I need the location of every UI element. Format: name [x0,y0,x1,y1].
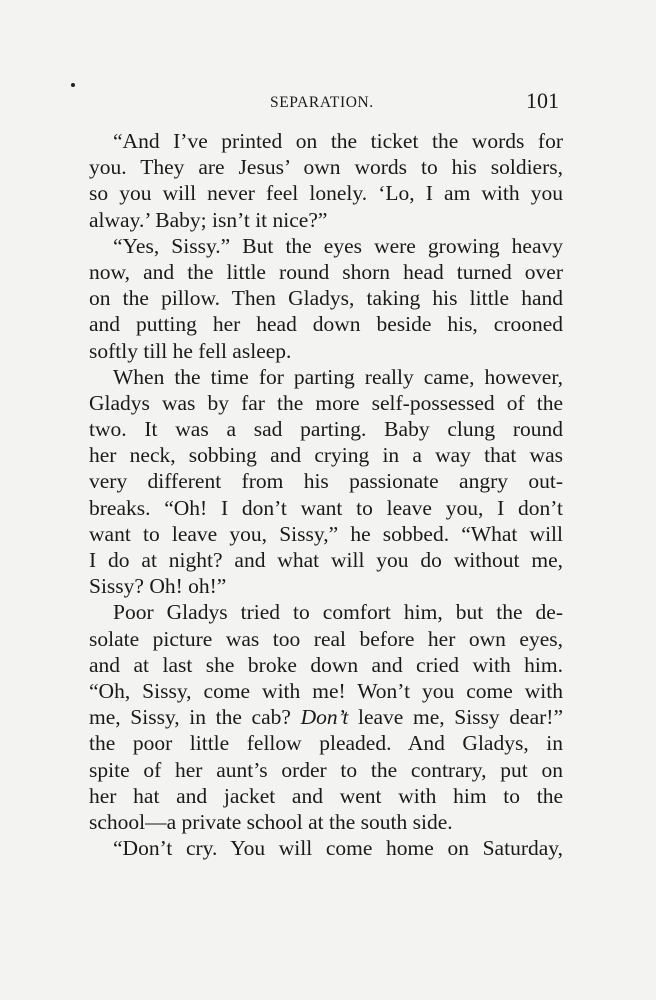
text-line: school—a private school at the south side. [89,809,453,834]
text-line: so you will never feel lonely. ‘Lo, I am with you [89,181,563,206]
text-line: “And I’ve printed on the ticket the words for [113,129,563,153]
italic-word: Don’t [300,705,349,730]
text-segment: leave me, Sissy dear!” [348,705,563,730]
text-line: her neck, sobbing and crying in a way that was [89,443,563,468]
text-line: breaks. “Oh! I don’t want to leave you, I don’t [89,495,563,520]
paper-speck [71,83,75,87]
text-line: “Yes, Sissy.” But the eyes were growing heavy [113,233,563,258]
text-line: spite of her aunt’s order to the contrary, put on [89,757,563,782]
page-number: 101 [526,88,559,113]
text-line-with-italic [89,704,563,730]
text-line: alway.’ Baby; isn’t it nice?” [89,207,328,232]
text-line: and putting her head down beside his, crooned [89,312,563,337]
text-line: very different from his passionate angry out- [89,469,563,494]
text-line: I do at night? and what will you do without me, [89,548,563,572]
text-line: the poor little fellow pleaded. And Gladys, in [89,731,563,756]
text-line: on the pillow. Then Gladys, taking his little hand [89,286,563,311]
text-segment: me, Sissy, in the cab? [89,705,301,730]
text-line: you. They are Jesus’ own words to his soldiers, [89,155,563,180]
text-line: two. It was a sad parting. Baby clung round [89,417,563,442]
text-line: now, and the little round shorn head turned over [89,259,563,284]
text-line: “Oh, Sissy, come with me! Won’t you come with [89,678,563,703]
text-line: Sissy? Oh! oh!” [89,574,227,599]
text-line: want to leave you, Sissy,” he sobbed. “What will [89,521,563,546]
body-text [89,128,563,861]
text-line: Poor Gladys tried to comfort him, but the de- [113,600,563,625]
running-head [89,88,563,118]
text-line: “Don’t cry. You will come home on Saturday, [113,836,563,861]
text-line: and at last she broke down and cried with him. [89,652,563,677]
text-line: softly till he fell asleep. [89,338,292,363]
text-line: Gladys was by far the more self-possessed of the [89,390,563,415]
text-line: When the time for parting really came, however, [113,364,563,389]
text-line: solate picture was too real before her own eyes, [89,626,563,651]
running-title: SEPARATION. [270,94,374,111]
text-line: her hat and jacket and went with him to the [89,783,563,808]
